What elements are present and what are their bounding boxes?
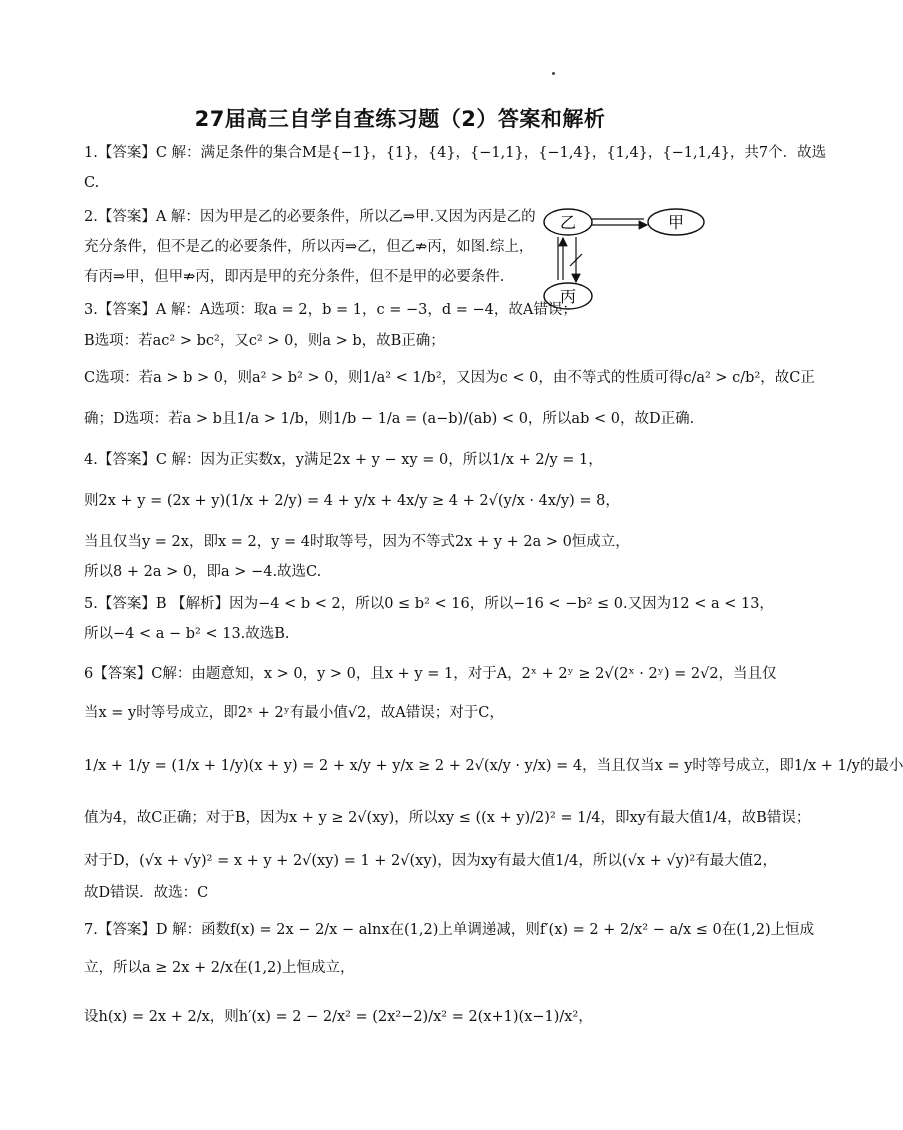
text-line: 1.【答案】C 解：满足条件的集合M是{−1}，{1}，{4}，{−1,1}，{−1,4}，{1,4}，{−1,1,4}，共7个．故选 [84, 145, 827, 161]
text-line: 当x = y时等号成立，即2ˣ + 2ʸ有最小值√2，故A错误；对于C， [84, 705, 504, 721]
text-line: C选项：若a > b > 0，则a² > b² > 0，则1/a² < 1/b²，又因为c < 0，由不等式的性质可得c/a² > c/b²，故C正 [84, 370, 815, 386]
text-line: C. [84, 175, 100, 191]
text-line: 1/x + 1/y = (1/x + 1/y)(x + y) = 2 + x/y + y/x ≥ 2 + 2√(x/y · y/x) = 4，当且仅当x = y时等号成立，即1/x + 1/y的最小 [84, 758, 903, 774]
text-line: 6【答案】C解：由题意知，x > 0，y > 0，且x + y = 1，对于A，2ˣ + 2ʸ ≥ 2√(2ˣ · 2ʸ) = 2√2，当且仅 [84, 666, 777, 682]
text-line: 4.【答案】C 解：因为正实数x，y满足2x + y − xy = 0，所以1/x + 2/y = 1， [84, 452, 603, 468]
implication-diagram [540, 200, 720, 320]
text-line: 2.【答案】A 解：因为甲是乙的必要条件，所以乙⇒甲.又因为丙是乙的 [84, 209, 536, 225]
text-line: 故D错误．故选：C [84, 885, 209, 901]
text-line: 充分条件，但不是乙的必要条件，所以丙⇒乙，但乙⇏丙，如图.综上， [84, 239, 534, 255]
text-line: 3.【答案】A 解：A选项：取a = 2，b = 1，c = −3，d = −4，故A错误； [84, 302, 577, 318]
text-line: 当且仅当y = 2x，即x = 2，y = 4时取等号，因为不等式2x + y + 2a > 0恒成立， [84, 534, 630, 550]
text-line: 立，所以a ≥ 2x + 2/x在(1,2)上恒成立， [84, 960, 355, 976]
text-line: 确；D选项：若a > b且1/a > 1/b，则1/b − 1/a = (a−b)/(ab) < 0，所以ab < 0，故D正确. [84, 411, 695, 427]
node-jia-label: 甲 [667, 213, 685, 232]
text-line: 所以−4 < a − b² < 13.故选B. [84, 626, 290, 642]
text-line: 值为4，故C正确；对于B，因为x + y ≥ 2√(xy)，所以xy ≤ ((x + y)/2)² = 1/4，即xy有最大值1/4，故B错误； [84, 810, 811, 826]
text-line: B选项：若ac² > bc²，又c² > 0，则a > b，故B正确； [84, 333, 445, 349]
node-yi-label: 乙 [559, 213, 577, 232]
text-line: 有丙⇒甲，但甲⇏丙，即丙是甲的充分条件，但不是甲的必要条件. [84, 269, 505, 285]
text-line: 5.【答案】B 【解析】因为−4 < b < 2，所以0 ≤ b² < 16，所以−16 < −b² ≤ 0.又因为12 < a < 13， [84, 596, 774, 612]
node-bing-label: 丙 [559, 287, 577, 306]
text-line: 对于D，(√x + √y)² = x + y + 2√(xy) = 1 + 2√(xy)，因为xy有最大值1/4，所以(√x + √y)²有最大值2， [84, 853, 777, 869]
text-line: 所以8 + 2a > 0，即a > −4.故选C. [84, 564, 322, 580]
text-line: 则2x + y = (2x + y)(1/x + 2/y) = 4 + y/x + 4x/y ≥ 4 + 2√(y/x · 4x/y) = 8， [84, 493, 620, 509]
text-line: 7.【答案】D 解：函数f(x) = 2x − 2/x − alnx在(1,2)上单调递减，则f′(x) = 2 + 2/x² − a/x ≤ 0在(1,2)上恒成 [84, 922, 815, 938]
scan-dot [552, 72, 555, 75]
text-line: 设h(x) = 2x + 2/x，则h′(x) = 2 − 2/x² = (2x²−2)/x² = 2(x+1)(x−1)/x²， [84, 1009, 593, 1025]
page-title: 27届高三自学自查练习题（2）答案和解析 [194, 107, 606, 131]
